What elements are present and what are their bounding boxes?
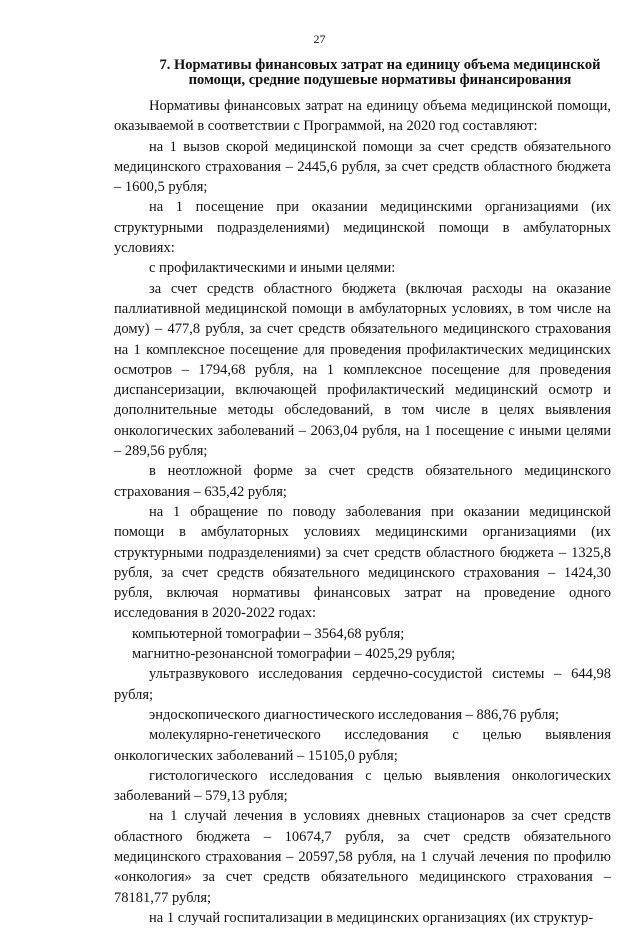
page-number: 27 — [313, 32, 326, 46]
list-item-ct: компьютерной томографии – 3564,68 рубля; — [132, 625, 405, 642]
list-item-endoscopy: эндоскопического диагностического исследования – 886,76 рубля; — [149, 706, 560, 723]
list-item-ultrasound: ультразвукового исследования сердечно-сосудистой системы – 644,98 рубля; — [114, 666, 611, 703]
paragraph-outpatient-visit: на 1 посещение при оказании медицинскими организациями (их структурными подразделениями) медицинской помощи в амбулаторных условиях: — [114, 199, 611, 257]
paragraph-ambulance: на 1 вызов скорой медицинской помощи за счет средств обязательного медицинского страхования – 2445,6 рубля, за счет средств областного бюджета – 1600,5 рубля; — [114, 138, 611, 196]
document-body — [114, 96, 611, 928]
paragraph-intro: Нормативы финансовых затрат на единицу объема медицинской помощи, оказываемой в соответствии с Программой, на 2020 год составляют: — [114, 98, 611, 135]
paragraph-hospitalization: на 1 случай госпитализации в медицинских организациях (их структур- — [149, 909, 594, 926]
list-item-molecular: молекулярно-генетического исследования с целью выявления онкологических заболеваний – 15105,0 рубля; — [114, 727, 611, 764]
list-item-mri: магнитно-резонансной томографии – 4025,29 рубля; — [132, 646, 456, 663]
paragraph-regional-budget: за счет средств областного бюджета (включая расходы на оказание паллиативной медицинской помощи в амбулаторных условиях, в том числе на дому) – 477,8 рубля, за счет средств обязательного медицинского страхования на 1 комплексное посещение для проведения профилактических медицинских осмотров – 1794,68 рубля, на 1 комплексное посещение для проведения диспансеризации, включающей профилактический медицинский осмотр и дополнительные методы обследований, в том числе в целях выявления онкологических заболеваний – 2063,04 рубля, на 1 посещение с иными целями – 289,56 рубля; — [114, 280, 611, 460]
paragraph-day-hospital: на 1 случай лечения в условиях дневных стационаров за счет средств областного бюджета – 10674,7 рубля, за счет средств обязательного медицинского страхования – 20597,58 рубля, на 1 случай лечения по профилю «онкология» за счет средств обязательного медицинского страхования – 78181,77 рубля; — [114, 808, 611, 906]
list-item-histology: гистологического исследования с целью выявления онкологических заболеваний – 579,13 рубля; — [114, 767, 611, 805]
paragraph-disease-visit: на 1 обращение по поводу заболевания при оказании медицинской помощи в амбулаторных условиях медицинскими организациями (их структурными подразделениями) за счет средств областного бюджета – 1325,8 рубля, за счет средств обязательного медицинского страхования – 1424,30 рубля, включая нормативы финансовых затрат на проведение одного исследования в 2020-2022 годах: — [114, 503, 611, 622]
section-title: 7. Нормативы финансовых затрат на единицу объема медицинской помощи, средние подушевые нормативы финансирования — [159, 57, 601, 88]
paragraph-preventive: с профилактическими и иными целями: — [149, 260, 396, 277]
paragraph-urgent: в неотложной форме за счет средств обязательного медицинского страхования – 635,42 рубля; — [114, 463, 611, 500]
